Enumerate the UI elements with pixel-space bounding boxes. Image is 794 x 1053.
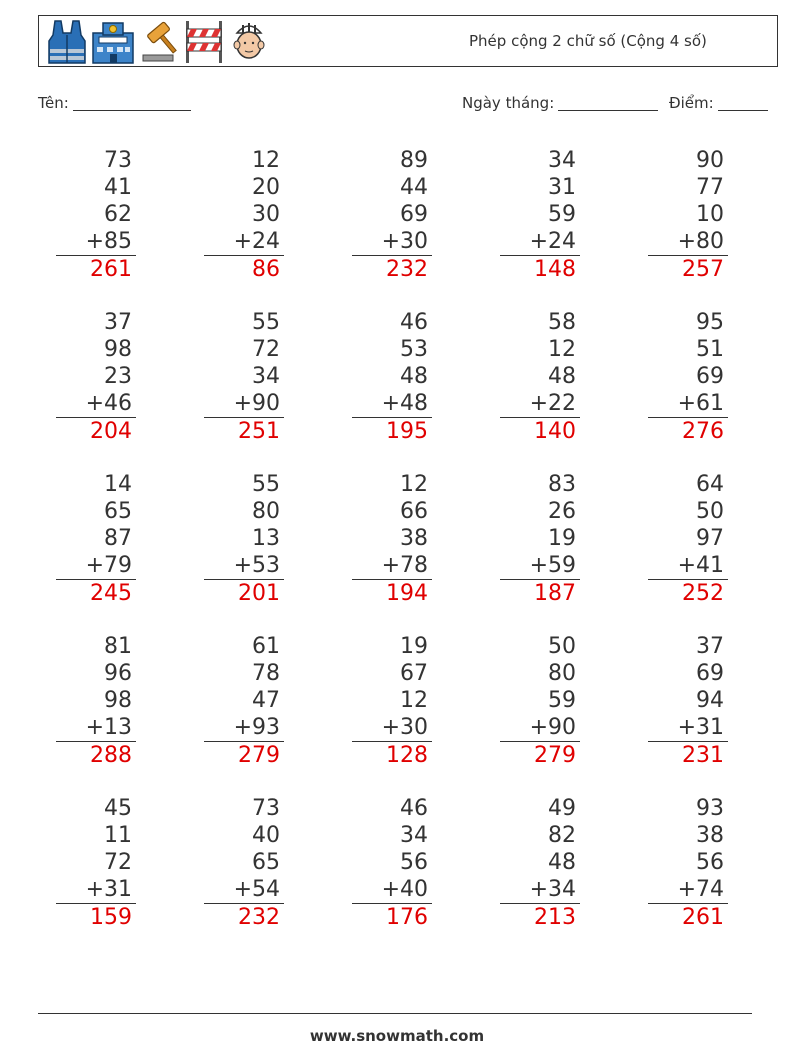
addition-problem xyxy=(352,795,432,932)
addend-2: 80 xyxy=(252,499,280,524)
addend-3: 69 xyxy=(696,364,724,389)
road-barrier-icon xyxy=(183,19,225,65)
addend-3: 65 xyxy=(252,850,280,875)
addend-3: 59 xyxy=(548,688,576,713)
score-field xyxy=(669,93,768,113)
addend-2: 96 xyxy=(104,661,132,686)
addend-4: +48 xyxy=(352,390,432,418)
addend-2: 20 xyxy=(252,175,280,200)
addend-2: 98 xyxy=(104,337,132,362)
name-field xyxy=(38,93,191,113)
addend-3: 56 xyxy=(400,850,428,875)
date-blank[interactable] xyxy=(558,109,658,111)
addend-1: 46 xyxy=(400,796,428,821)
addend-3: 23 xyxy=(104,364,132,389)
addend-1: 83 xyxy=(548,472,576,497)
addend-4: +46 xyxy=(56,390,136,418)
answer: 257 xyxy=(682,257,724,282)
score-blank[interactable] xyxy=(718,109,768,111)
addend-4: +24 xyxy=(204,228,284,256)
answer: 195 xyxy=(386,419,428,444)
addition-problem xyxy=(500,795,580,932)
addend-4: +90 xyxy=(204,390,284,418)
addend-1: 81 xyxy=(104,634,132,659)
addend-2: 51 xyxy=(696,337,724,362)
addition-problem xyxy=(204,471,284,608)
addend-4: +59 xyxy=(500,552,580,580)
addend-4: +40 xyxy=(352,876,432,904)
addend-2: 50 xyxy=(696,499,724,524)
addend-3: 13 xyxy=(252,526,280,551)
answer: 288 xyxy=(90,743,132,768)
addition-problem xyxy=(56,147,136,284)
answer: 204 xyxy=(90,419,132,444)
addend-1: 34 xyxy=(548,148,576,173)
addend-1: 46 xyxy=(400,310,428,335)
addend-1: 45 xyxy=(104,796,132,821)
addend-2: 69 xyxy=(696,661,724,686)
addend-4: +93 xyxy=(204,714,284,742)
addition-problem xyxy=(204,309,284,446)
addition-problem xyxy=(648,309,728,446)
addend-3: 12 xyxy=(400,688,428,713)
addend-1: 50 xyxy=(548,634,576,659)
addend-4: +79 xyxy=(56,552,136,580)
addend-4: +34 xyxy=(500,876,580,904)
police-station-icon xyxy=(91,19,135,65)
addend-1: 49 xyxy=(548,796,576,821)
addend-4: +78 xyxy=(352,552,432,580)
addend-2: 66 xyxy=(400,499,428,524)
addend-1: 37 xyxy=(104,310,132,335)
addend-2: 40 xyxy=(252,823,280,848)
answer: 187 xyxy=(534,581,576,606)
addend-4: +61 xyxy=(648,390,728,418)
answer: 251 xyxy=(238,419,280,444)
addition-problem xyxy=(352,309,432,446)
addend-3: 97 xyxy=(696,526,724,551)
addend-1: 64 xyxy=(696,472,724,497)
addend-1: 12 xyxy=(252,148,280,173)
addend-2: 11 xyxy=(104,823,132,848)
addend-2: 26 xyxy=(548,499,576,524)
prisoner-icon xyxy=(229,19,269,65)
worksheet-header xyxy=(38,15,778,67)
answer: 279 xyxy=(238,743,280,768)
answer: 128 xyxy=(386,743,428,768)
answer: 159 xyxy=(90,905,132,930)
addend-1: 61 xyxy=(252,634,280,659)
footer-divider xyxy=(38,1013,752,1014)
addition-problem xyxy=(648,147,728,284)
page-title: Phép cộng 2 chữ số (Cộng 4 số) xyxy=(469,32,707,50)
answer: 261 xyxy=(90,257,132,282)
addition-problem xyxy=(56,471,136,608)
answer: 252 xyxy=(682,581,724,606)
answer: 213 xyxy=(534,905,576,930)
addition-problem xyxy=(56,633,136,770)
addend-4: +13 xyxy=(56,714,136,742)
answer: 194 xyxy=(386,581,428,606)
addition-problem xyxy=(500,147,580,284)
answer: 245 xyxy=(90,581,132,606)
answer: 261 xyxy=(682,905,724,930)
addend-2: 65 xyxy=(104,499,132,524)
addend-2: 44 xyxy=(400,175,428,200)
addition-problem xyxy=(204,795,284,932)
answer: 148 xyxy=(534,257,576,282)
addend-3: 98 xyxy=(104,688,132,713)
addend-3: 30 xyxy=(252,202,280,227)
addition-problem xyxy=(648,471,728,608)
addend-2: 67 xyxy=(400,661,428,686)
addend-1: 55 xyxy=(252,310,280,335)
answer: 232 xyxy=(238,905,280,930)
addend-3: 19 xyxy=(548,526,576,551)
date-label: Ngày tháng: xyxy=(462,94,555,112)
score-label: Điểm: xyxy=(669,94,714,112)
addend-4: +74 xyxy=(648,876,728,904)
addend-3: 48 xyxy=(548,850,576,875)
addend-4: +85 xyxy=(56,228,136,256)
addition-problem xyxy=(352,471,432,608)
addend-1: 19 xyxy=(400,634,428,659)
date-field xyxy=(462,93,658,113)
addend-3: 48 xyxy=(400,364,428,389)
addend-4: +80 xyxy=(648,228,728,256)
addend-1: 95 xyxy=(696,310,724,335)
addend-2: 78 xyxy=(252,661,280,686)
name-label: Tên: xyxy=(38,94,69,112)
addend-4: +90 xyxy=(500,714,580,742)
addend-3: 94 xyxy=(696,688,724,713)
answer: 86 xyxy=(252,257,280,282)
addend-2: 82 xyxy=(548,823,576,848)
addend-1: 73 xyxy=(104,148,132,173)
addend-1: 37 xyxy=(696,634,724,659)
addend-1: 73 xyxy=(252,796,280,821)
addition-problem xyxy=(648,795,728,932)
addend-4: +31 xyxy=(648,714,728,742)
addend-3: 48 xyxy=(548,364,576,389)
addend-2: 31 xyxy=(548,175,576,200)
addend-3: 56 xyxy=(696,850,724,875)
addition-problem xyxy=(204,633,284,770)
addition-problem xyxy=(500,471,580,608)
answer: 201 xyxy=(238,581,280,606)
addend-3: 69 xyxy=(400,202,428,227)
addend-3: 59 xyxy=(548,202,576,227)
addition-problem xyxy=(500,309,580,446)
addend-2: 80 xyxy=(548,661,576,686)
addend-4: +30 xyxy=(352,714,432,742)
footer-site: www.snowmath.com xyxy=(309,1027,485,1045)
addend-4: +22 xyxy=(500,390,580,418)
addend-1: 58 xyxy=(548,310,576,335)
addend-1: 14 xyxy=(104,472,132,497)
addend-1: 55 xyxy=(252,472,280,497)
addend-2: 41 xyxy=(104,175,132,200)
addend-2: 34 xyxy=(400,823,428,848)
addend-3: 10 xyxy=(696,202,724,227)
addend-3: 34 xyxy=(252,364,280,389)
addition-problem xyxy=(56,795,136,932)
header-icons xyxy=(47,19,269,65)
addend-2: 38 xyxy=(696,823,724,848)
addend-2: 77 xyxy=(696,175,724,200)
addend-3: 72 xyxy=(104,850,132,875)
addend-3: 62 xyxy=(104,202,132,227)
addend-4: +30 xyxy=(352,228,432,256)
addend-4: +31 xyxy=(56,876,136,904)
name-blank[interactable] xyxy=(73,109,191,111)
addend-4: +41 xyxy=(648,552,728,580)
answer: 232 xyxy=(386,257,428,282)
answer: 140 xyxy=(534,419,576,444)
addition-problem xyxy=(648,633,728,770)
police-vest-icon xyxy=(47,19,87,65)
addend-4: +53 xyxy=(204,552,284,580)
answer: 276 xyxy=(682,419,724,444)
addend-3: 38 xyxy=(400,526,428,551)
addend-1: 12 xyxy=(400,472,428,497)
answer: 279 xyxy=(534,743,576,768)
addend-1: 89 xyxy=(400,148,428,173)
answer: 176 xyxy=(386,905,428,930)
addend-3: 47 xyxy=(252,688,280,713)
addition-problem xyxy=(204,147,284,284)
addition-problem xyxy=(352,147,432,284)
addition-problem xyxy=(352,633,432,770)
addend-2: 53 xyxy=(400,337,428,362)
addition-problem xyxy=(56,309,136,446)
addend-1: 93 xyxy=(696,796,724,821)
addend-2: 12 xyxy=(548,337,576,362)
answer: 231 xyxy=(682,743,724,768)
addend-4: +24 xyxy=(500,228,580,256)
addend-2: 72 xyxy=(252,337,280,362)
addition-problem xyxy=(500,633,580,770)
gavel-icon xyxy=(139,19,179,65)
addend-3: 87 xyxy=(104,526,132,551)
addend-1: 90 xyxy=(696,148,724,173)
addend-4: +54 xyxy=(204,876,284,904)
